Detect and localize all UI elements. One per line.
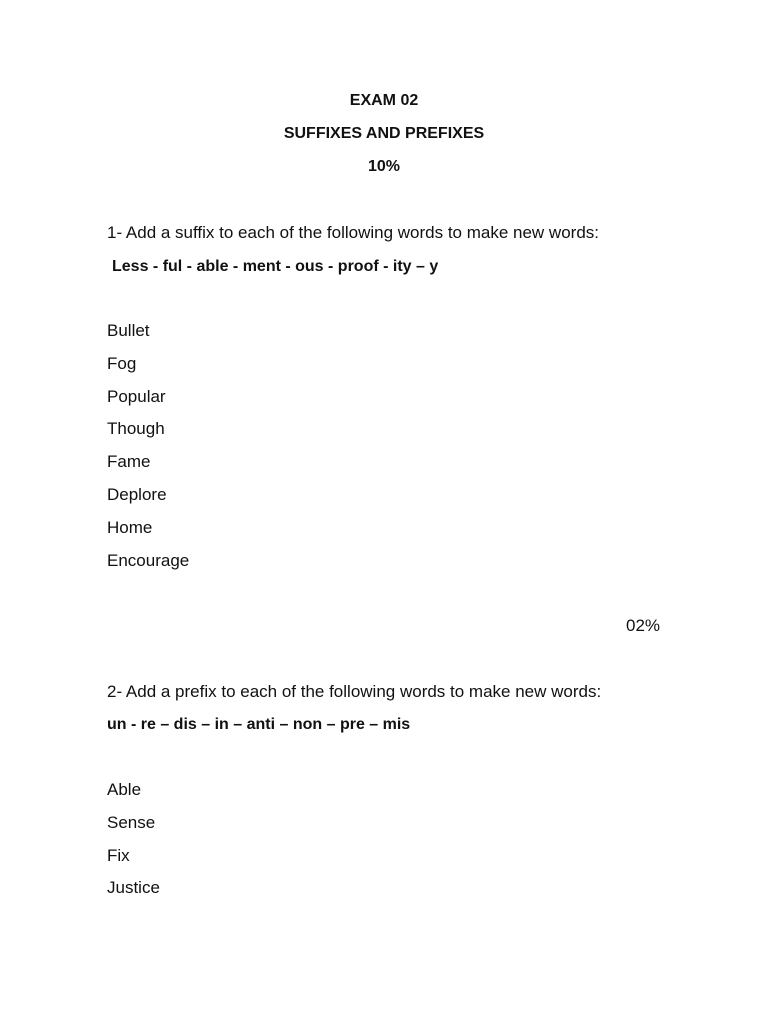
list-item: Deplore bbox=[107, 484, 167, 504]
exam-subtitle: SUFFIXES AND PREFIXES bbox=[283, 125, 485, 142]
list-item: Fix bbox=[107, 845, 130, 865]
list-item: Able bbox=[107, 780, 142, 799]
section2-word-list bbox=[107, 779, 160, 910]
list-item: Fame bbox=[107, 452, 151, 472]
section1-instruction: 1- Add a suffix to each of the following words to make new words: bbox=[107, 223, 600, 242]
section1-suffix-options: Less - ful - able - ment - ous - proof - ity – y bbox=[112, 258, 439, 275]
section2-prefix-options: un - re – dis – in – anti – non – pre – mis bbox=[107, 716, 411, 733]
exam-weight: 10% bbox=[367, 158, 401, 175]
section1-word-list bbox=[107, 320, 189, 582]
section2-instruction: 2- Add a prefix to each of the following words to make new words: bbox=[107, 682, 602, 701]
list-item: Sense bbox=[107, 812, 156, 832]
exam-title: EXAM 02 bbox=[349, 92, 419, 109]
list-item: Bullet bbox=[107, 321, 150, 340]
section1-score: 02% bbox=[626, 616, 661, 635]
list-item: Fog bbox=[107, 353, 137, 373]
list-item: Popular bbox=[107, 386, 166, 406]
list-item: Home bbox=[107, 517, 153, 537]
list-item: Justice bbox=[107, 878, 160, 898]
list-item: Encourage bbox=[107, 550, 190, 570]
list-item: Though bbox=[107, 419, 165, 439]
